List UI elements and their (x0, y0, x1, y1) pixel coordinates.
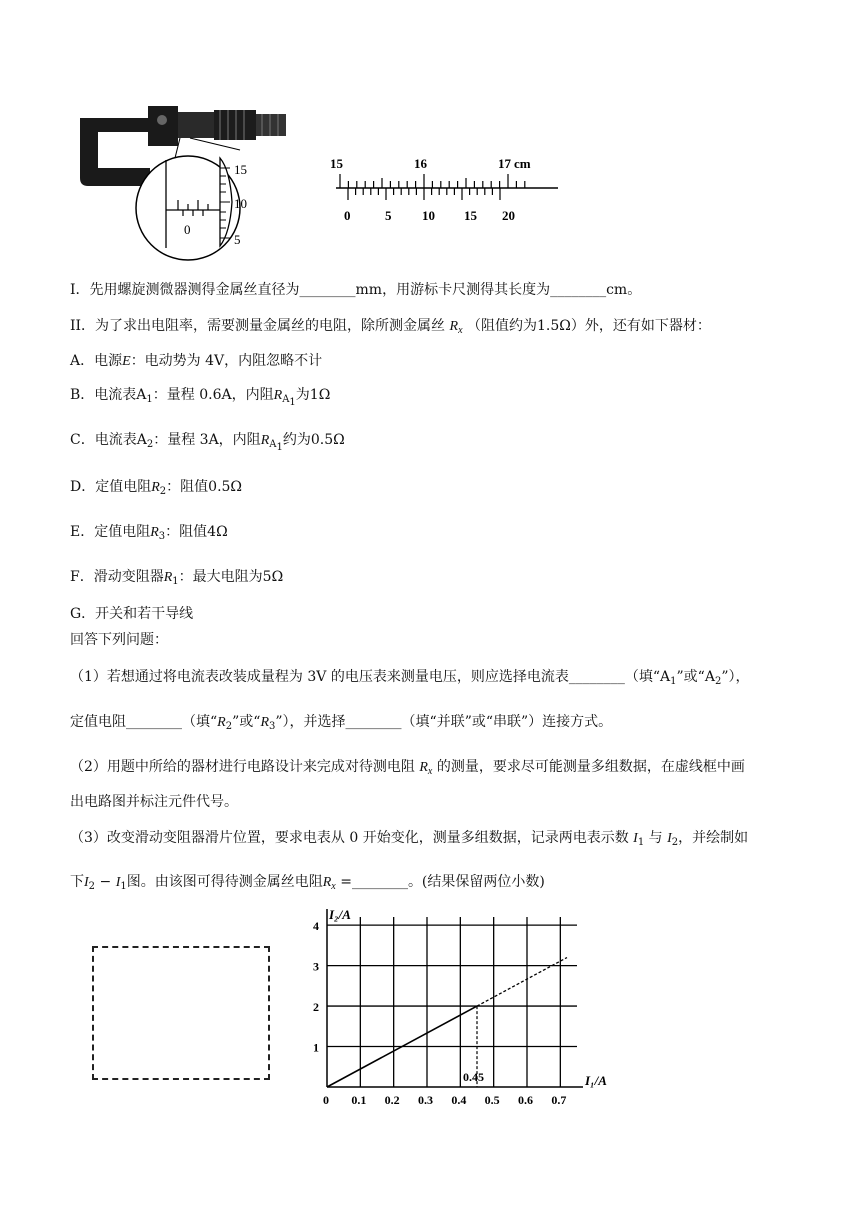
blank-resistor[interactable]: ________ (126, 714, 182, 730)
thimble-label-10: 10 (234, 196, 247, 211)
chart-xtick-label: 0.2 (384, 1093, 400, 1107)
item-c: C．电流表$A_2$：量程 3A，内阻$R_{A_1}$约为0.5Ω (70, 432, 345, 453)
chart-ytick-label: 4 (313, 919, 319, 934)
blank-rx[interactable]: ________ (351, 874, 408, 890)
chart-ytick-label: 1 (313, 1040, 319, 1055)
caliper-vernier-0: 0 (344, 208, 351, 223)
p3-line2: 下$I_2 - I_1$图。由该图可得待测金属丝电阻$R_x$ =________。(结果保留两位小数) (70, 874, 545, 892)
blank-length[interactable]: ________ (550, 282, 607, 298)
q2-line: II．为了求出电阻率，需要测量金属丝的电阻，除所测金属丝 $R_x$ （阻值约为1.5Ω）外，还有如下器材： (70, 318, 711, 336)
item-f: F．滑动变阻器$R_1$：最大电阻为5Ω (70, 569, 284, 587)
chart-annotation-label: 0.45 (463, 1070, 484, 1084)
caliper-vernier-20: 20 (502, 208, 515, 223)
p1-line1: （1）若想通过将电流表改装成量程为 3V 的电压表来测量电压，则应选择电流表________（填“$A_1$”或“$A_2$”）， (70, 669, 750, 687)
answer-heading: 回答下列问题： (70, 632, 168, 648)
chart-xtick-label: 0.3 (418, 1093, 433, 1107)
p3-line1: （3）改变滑动变阻器滑片位置，要求电表从 0 开始变化，测量多组数据，记录两电表示数 $I_1$ 与 $I_2$，并绘制如 (70, 830, 749, 848)
chart-ytick-label: 2 (313, 1000, 319, 1015)
q1-line: I．先用螺旋测微器测得金属丝直径为________mm，用游标卡尺测得其长度为________cm。 (70, 282, 642, 298)
item-b: B．电流表$A_1$：量程 0.6A，内阻$R_{A_1}$为1Ω (70, 387, 331, 408)
i2-i1-chart (305, 905, 625, 1110)
blank-connection[interactable]: ________ (345, 714, 402, 730)
chart-ylabel: I₂/A (329, 907, 351, 922)
caliper-unit: cm (514, 156, 531, 171)
chart-xtick-label: 0.1 (351, 1093, 367, 1107)
p2-line2: 出电路图并标注元件代号。 (70, 794, 238, 810)
blank-diameter[interactable]: ________ (299, 282, 356, 298)
micrometer-figure (70, 98, 300, 263)
chart-xtick-label: 0.7 (551, 1093, 567, 1107)
caliper-vernier-5: 5 (385, 208, 392, 223)
caliper-main-16: 16 (414, 156, 427, 171)
item-a: A．电源E：电动势为 4V，内阻忽略不计 (70, 353, 323, 369)
caliper-vernier-15: 15 (464, 208, 477, 223)
p1-line2: 定值电阻________（填“$R_2$”或“$R_3$”），并选择________（填“并联”或“串联”）连接方式。 (70, 714, 613, 732)
chart-xtick-label: 0.6 (518, 1093, 533, 1107)
caliper-main-15: 15 (330, 156, 343, 171)
chart-xtick-label: 0 (323, 1093, 329, 1107)
vernier-caliper-figure (322, 150, 572, 230)
thimble-label-5: 5 (234, 232, 241, 247)
item-e: E．定值电阻$R_3$：阻值4Ω (70, 524, 228, 542)
chart-xtick-label: 0.5 (484, 1093, 500, 1107)
circuit-drawing-box[interactable] (92, 946, 270, 1080)
item-d: D．定值电阻$R_2$：阻值0.5Ω (70, 479, 243, 497)
item-g: G．开关和若干导线 (70, 606, 194, 622)
blank-ammeter[interactable]: ________ (568, 669, 625, 685)
thimble-label-15: 15 (234, 162, 247, 177)
caliper-main-17: 17 (498, 156, 511, 171)
p2-line1: （2）用题中所给的器材进行电路设计来完成对待测电阻 $R_x$ 的测量，要求尽可能测量多组数据，在虚线框中画 (70, 759, 745, 777)
chart-xtick-label: 0.4 (451, 1093, 467, 1107)
chart-extrapolated-line (477, 958, 567, 1007)
chart-xlabel: I₁/A (585, 1073, 607, 1088)
sleeve-zero-label: 0 (184, 222, 191, 237)
caliper-vernier-10: 10 (422, 208, 435, 223)
chart-ytick-label: 3 (313, 959, 319, 974)
